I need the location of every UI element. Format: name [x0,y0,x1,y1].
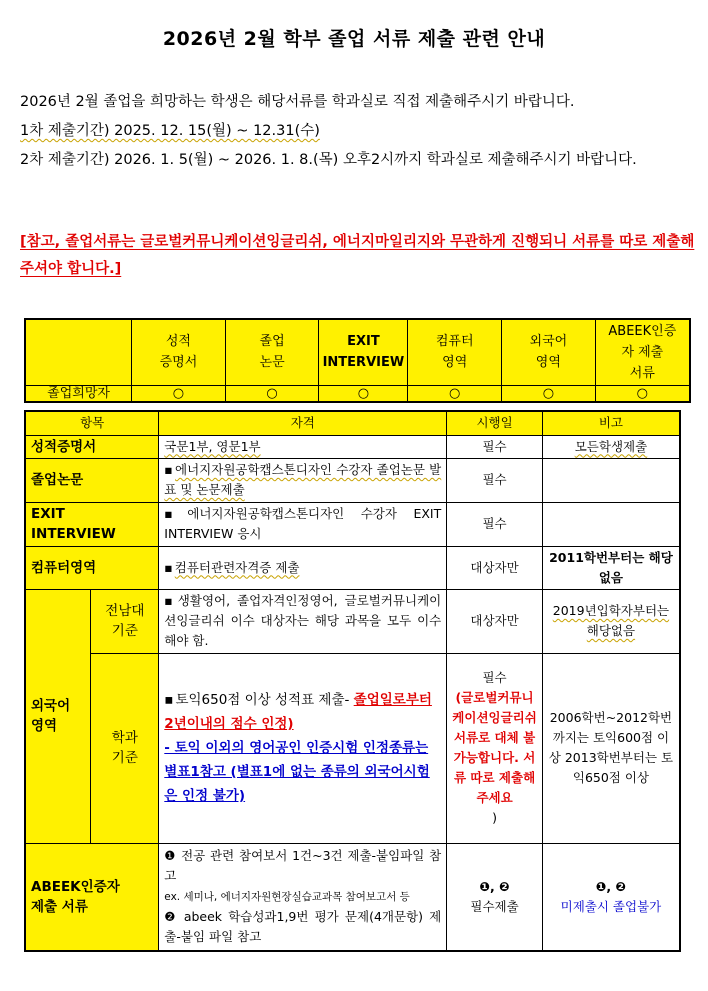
row-exit-note [542,502,680,546]
row-foreign-dept-qual-a: 토익650점 이상 성적표 제출- [175,692,354,708]
row-computer-date: 대상자만 [447,546,543,589]
intro-text [20,88,700,175]
row-grades-label: 성적증명서 [25,435,159,458]
header-item: 항목 [25,411,159,435]
summary-header-grades: 성적 증명서 [132,319,226,385]
summary-mark: ○ [132,385,226,402]
row-grades-qual [159,435,447,458]
row-abeek-note-marks: ❶, ❷ [595,878,627,894]
row-abeek-date-marks: ❶, ❷ [479,878,510,894]
row-foreign-univ-note [542,589,680,653]
intro-line-2-text: 1차 제출기간) 2025. 12. 15(월) ~ 12.31(수) [20,123,320,139]
row-foreign-label: 외국어 영역 [25,589,91,843]
row-abeek-qual-example: ex. 세미나, 에너지자원현장실습교과목 참여보고서 등 [164,891,410,904]
row-grades-note-text: 모든학생제출 [574,438,648,454]
summary-header-abeek: ABEEK인증 자 제출 서류 [595,319,690,385]
row-foreign-dept-date [447,653,543,843]
summary-row-label: 졸업희망자 [25,385,132,402]
row-exit-date: 필수 [447,502,543,546]
row-thesis-date: 필수 [447,458,543,502]
row-abeek-qual-2: ❷ abeek 학습성과1,9번 평가 문제(4개문항) 제출-붙임 파일 참고 [164,909,442,945]
row-abeek-note-text: 미제출시 졸업불가 [560,898,662,914]
row-foreign-univ-date: 대상자만 [447,589,543,653]
row-computer-note: 2011학번부터는 해당없음 [542,546,680,589]
notice [20,229,704,283]
header-note: 비고 [542,411,680,435]
row-foreign-dept-label: 학과 기준 [91,653,159,843]
row-grades-qual-text: 국문1부, 영문1부 [164,438,261,454]
summary-corner [25,319,132,385]
row-foreign-dept-note: 2006학번~2012학번까지는 토익600점 이상 2013학번부터는 토익650점 이상 [542,653,680,843]
row-foreign-univ-label: 전남대 기준 [91,589,159,653]
intro-line-1: 2026년 2월 졸업을 희망하는 학생은 해당서류를 학과실로 직접 제출해주시기 바랍니다. [20,94,575,110]
row-thesis-label: 졸업논문 [25,458,159,502]
bullet-icon [164,593,178,608]
summary-header-computer: 컴퓨터 영역 [408,319,502,385]
bullet-icon [164,462,175,477]
notice-text: [참고, 졸업서류는 글로벌커뮤니케이션잉글리쉬, 에너지마일리지와 무관하게 진행되니 서류를 따로 제출해주셔야 합니다.] [20,234,695,277]
requirements-table [24,410,681,952]
summary-mark: ○ [595,385,690,402]
intro-line-2 [20,117,700,146]
row-exit-label: EXIT INTERVIEW [25,502,159,546]
summary-mark: ○ [502,385,596,402]
header-qualification: 자격 [159,411,447,435]
row-exit-qual-text: 에너지자원공학캡스톤디자인 수강자 EXIT INTERVIEW 응시 [164,506,442,541]
row-foreign-dept-date-b: (글로벌커뮤니케이션잉글리쉬 서류로 대체 불가능합니다. 서류 따로 제출해주세요 [452,690,537,805]
row-abeek-date-text: 필수제출 [470,898,519,914]
header-date: 시행일 [447,411,543,435]
summary-table [24,318,691,403]
row-foreign-dept-date-c: ) [492,810,497,825]
row-foreign-dept-qual-b: 졸업일로부터 2년이내의 점수 인정) [164,692,432,732]
row-abeek-label: ABEEK인증자 제출 서류 [25,843,159,951]
row-thesis-qual [159,458,447,502]
row-thesis-qual-text: 에너지자원공학캡스톤디자인 수강자 졸업논문 발표 및 논문제출 [164,462,442,497]
summary-header-thesis: 졸업 논문 [225,319,319,385]
row-computer-label: 컴퓨터영역 [25,546,159,589]
intro-line-3: 2차 제출기간) 2026. 1. 5(월) ~ 2026. 1. 8.(목) 오후2시까지 학과실로 제출해주시기 바랍니다. [20,152,637,168]
row-thesis-note [542,458,680,502]
bullet-icon [164,560,174,575]
row-foreign-dept-date-a: 필수 [482,670,507,685]
page-title: 2026년 2월 학부 졸업 서류 제출 관련 안내 [162,28,546,50]
row-foreign-dept-qual-c: - 토익 이외의 영어공인 인증시험 인정종류는 별표1참고 (별표1에 없는 종류의 외국어시험은 인정 불가) [164,740,430,804]
row-foreign-univ-qual-text: 생활영어, 졸업자격인정영어, 글로벌커뮤니케이션잉글리쉬 이수 대상자는 해당 과목을 모두 이수해야 함. [164,593,442,648]
row-computer-qual-text: 컴퓨터관련자격증 제출 [174,559,300,575]
summary-header-exit: EXIT INTERVIEW [319,319,408,385]
row-foreign-univ-note-text: 2019년입학자부터는 해당없음 [552,603,670,638]
summary-header-foreign: 외국어 영역 [502,319,596,385]
row-foreign-univ-qual [159,589,447,653]
row-abeek-qual [159,843,447,951]
summary-mark: ○ [319,385,408,402]
row-abeek-date [447,843,543,951]
row-abeek-qual-1: ❶ 전공 관련 참여보서 1건~3건 제출-붙임파일 참고 [164,848,442,884]
row-exit-qual [159,502,447,546]
row-abeek-note [542,843,680,951]
row-grades-note [542,435,680,458]
bullet-icon [164,506,187,521]
row-foreign-dept-qual [159,653,447,843]
summary-mark: ○ [408,385,502,402]
bullet-icon [164,692,175,708]
row-computer-qual [159,546,447,589]
row-grades-date: 필수 [447,435,543,458]
summary-mark: ○ [225,385,319,402]
